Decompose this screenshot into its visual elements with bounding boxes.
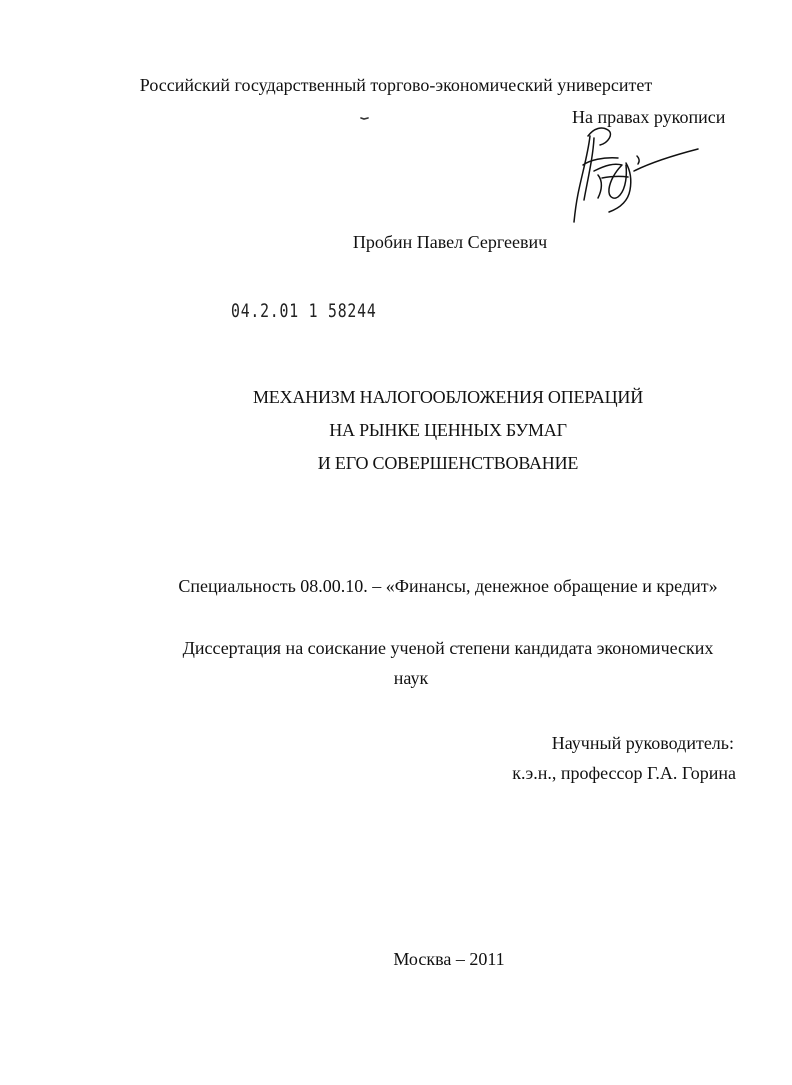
supervisor-label: Научный руководитель: [551,733,734,753]
registration-number: 04.2.01 1 58244 [231,300,377,322]
degree-statement-line-2: наук [393,668,429,688]
specialty-line: Специальность 08.00.10. – «Финансы, денежное обращение и кредит» [178,576,718,596]
dissertation-title-line: И ЕГО СОВЕРШЕНСТВОВАНИЕ [317,453,579,473]
author-name: Пробин Павел Сергеевич [352,232,548,252]
university-name: Российский государственный торгово-экономический университет [139,75,653,95]
degree-statement-line-1: Диссертация на соискание ученой степени кандидата экономических [182,638,714,658]
handwritten-signature-icon [560,118,705,230]
manuscript-rights-note: На правах рукописи [572,107,726,127]
tick-mark-icon [360,115,370,123]
place-and-year: Москва – 2011 [393,949,505,969]
dissertation-title-line: НА РЫНКЕ ЦЕННЫХ БУМАГ [329,420,567,440]
dissertation-title-line: МЕХАНИЗМ НАЛОГООБЛОЖЕНИЯ ОПЕРАЦИЙ [252,387,644,407]
supervisor-name: к.э.н., профессор Г.А. Горина [512,763,736,783]
